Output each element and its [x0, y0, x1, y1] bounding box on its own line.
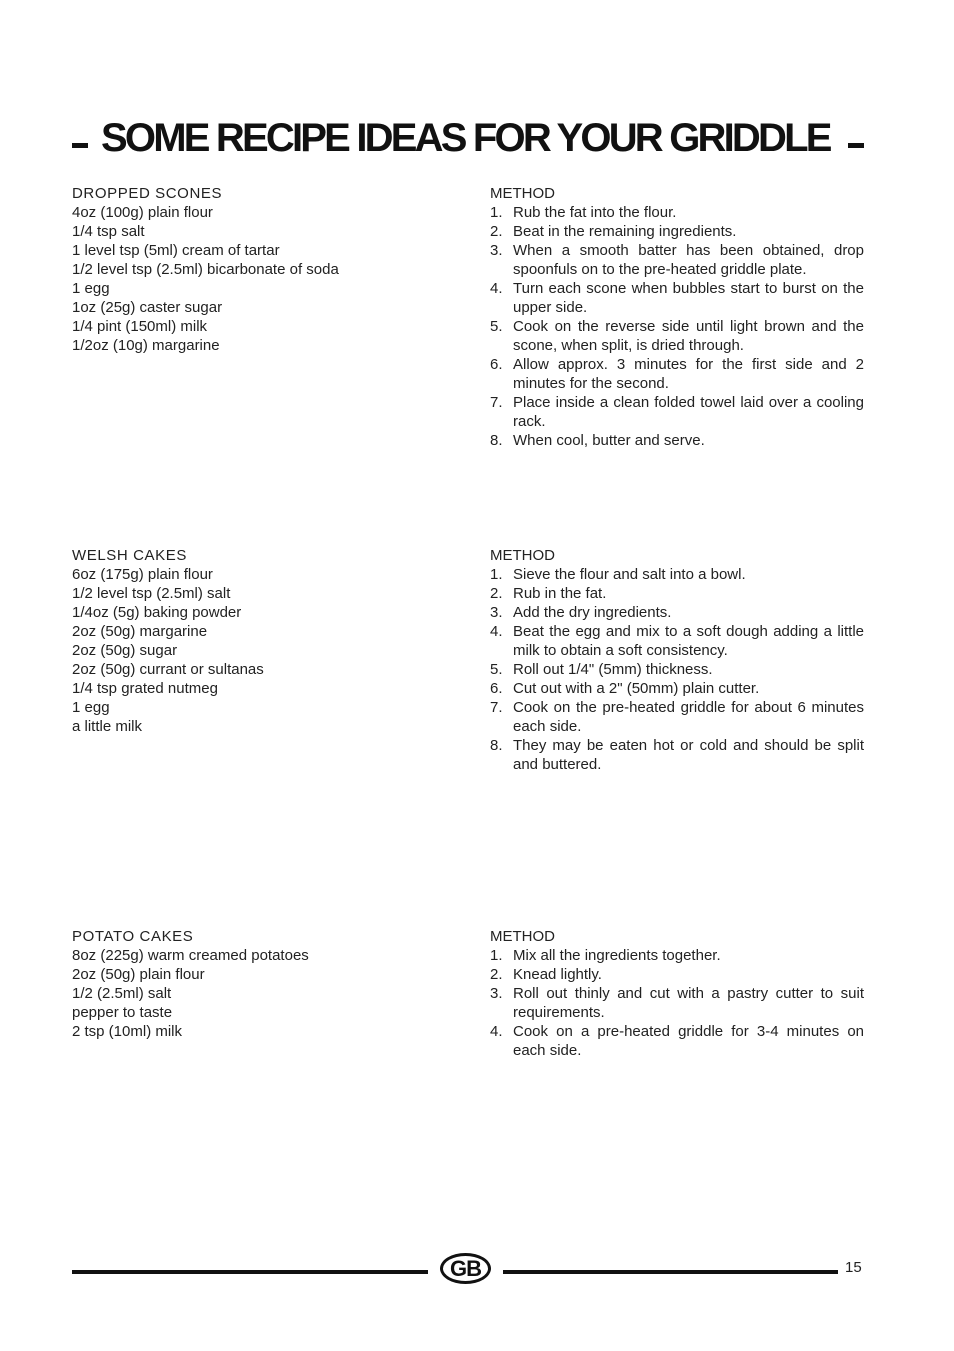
recipe-ingredients — [72, 184, 462, 355]
footer-rule-right — [503, 1270, 838, 1274]
step-text: Place inside a clean folded towel laid over a cooling rack. — [513, 394, 864, 430]
step-number: 6. — [490, 680, 503, 697]
step-text: Mix all the ingredients together. — [513, 947, 721, 964]
step-number: 5. — [490, 318, 503, 335]
method-step — [490, 241, 864, 279]
step-number: 4. — [490, 623, 503, 640]
method-step — [490, 565, 864, 584]
page-number: 15 — [845, 1259, 862, 1276]
ingredient-item: 1 level tsp (5ml) cream of tartar — [72, 242, 280, 259]
method-step — [490, 279, 864, 317]
step-text: Rub the fat into the flour. — [513, 204, 677, 221]
ingredient-item: 1/2oz (10g) margarine — [72, 337, 220, 354]
step-text: Beat in the remaining ingredients. — [513, 223, 737, 240]
ingredient-item: 4oz (100g) plain flour — [72, 204, 213, 221]
method-step — [490, 984, 864, 1022]
step-text: Cook on a pre-heated griddle for 3-4 minutes on each side. — [513, 1023, 864, 1059]
step-number: 4. — [490, 280, 503, 297]
step-number: 8. — [490, 432, 503, 449]
method-step — [490, 355, 864, 393]
method-step — [490, 679, 864, 698]
method-step — [490, 698, 864, 736]
step-number: 5. — [490, 661, 503, 678]
method-steps — [490, 203, 864, 450]
method-steps — [490, 565, 864, 774]
step-number: 3. — [490, 985, 503, 1002]
ingredient-item: 1/2 level tsp (2.5ml) bicarbonate of soda — [72, 261, 339, 278]
step-number: 4. — [490, 1023, 503, 1040]
method-step — [490, 660, 864, 679]
method-heading: METHOD — [490, 185, 555, 202]
step-number: 2. — [490, 585, 503, 602]
step-text: Rub in the fat. — [513, 585, 607, 602]
method-heading: METHOD — [490, 928, 555, 945]
step-number: 1. — [490, 204, 503, 221]
method-step — [490, 622, 864, 660]
ingredient-item: pepper to taste — [72, 1004, 173, 1021]
ingredient-item: 2oz (50g) margarine — [72, 623, 208, 640]
ingredient-item: 1/2 (2.5ml) salt — [72, 985, 172, 1002]
method-step — [490, 946, 864, 965]
step-number: 6. — [490, 356, 503, 373]
step-number: 3. — [490, 604, 503, 621]
step-number: 7. — [490, 699, 503, 716]
step-text: Roll out thinly and cut with a pastry cutter to suit requirements. — [513, 985, 864, 1021]
method-step — [490, 736, 864, 774]
recipe-method — [490, 546, 864, 774]
ingredient-item: 1/4oz (5g) baking powder — [72, 604, 242, 621]
method-step — [490, 584, 864, 603]
title-dash-right — [848, 143, 864, 148]
title-dash-left — [72, 143, 88, 148]
step-number: 3. — [490, 242, 503, 259]
gb-badge: GB — [440, 1253, 491, 1284]
ingredient-item: 2 tsp (10ml) milk — [72, 1023, 183, 1040]
recipe-name: POTATO CAKES — [72, 928, 194, 945]
step-text: Cook on the reverse side until light brown and the scone, when split, is dried through. — [513, 318, 864, 354]
step-number: 8. — [490, 737, 503, 754]
ingredient-item: 2oz (50g) currant or sultanas — [72, 661, 264, 678]
step-text: They may be eaten hot or cold and should be split and buttered. — [513, 737, 864, 773]
method-step — [490, 603, 864, 622]
step-number: 2. — [490, 966, 503, 983]
footer-rule-left — [72, 1270, 428, 1274]
step-text: Add the dry ingredients. — [513, 604, 672, 621]
method-step — [490, 317, 864, 355]
step-text: Knead lightly. — [513, 966, 602, 983]
ingredient-item: 1 egg — [72, 699, 110, 716]
ingredient-item: 8oz (225g) warm creamed potatoes — [72, 947, 309, 964]
ingredient-item: 1/4 pint (150ml) milk — [72, 318, 208, 335]
step-text: Allow approx. 3 minutes for the first side and 2 minutes for the second. — [513, 356, 864, 392]
ingredient-item: 1/4 tsp grated nutmeg — [72, 680, 218, 697]
method-heading: METHOD — [490, 547, 555, 564]
ingredient-item: 1 egg — [72, 280, 110, 297]
page-title-block — [72, 116, 872, 160]
recipe-ingredients — [72, 546, 462, 736]
method-step — [490, 393, 864, 431]
step-number: 1. — [490, 566, 503, 583]
step-number: 1. — [490, 947, 503, 964]
ingredient-item: 6oz (175g) plain flour — [72, 566, 213, 583]
method-steps — [490, 946, 864, 1060]
step-number: 7. — [490, 394, 503, 411]
step-text: Turn each scone when bubbles start to burst on the upper side. — [513, 280, 864, 316]
method-step — [490, 431, 864, 450]
ingredient-item: a little milk — [72, 718, 143, 735]
method-step — [490, 1022, 864, 1060]
ingredient-item: 1/2 level tsp (2.5ml) salt — [72, 585, 231, 602]
ingredient-item: 2oz (50g) sugar — [72, 642, 178, 659]
method-step — [490, 965, 864, 984]
step-text: Cook on the pre-heated griddle for about 6 minutes each side. — [513, 699, 864, 735]
step-number: 2. — [490, 223, 503, 240]
recipe-method — [490, 927, 864, 1060]
method-step — [490, 203, 864, 222]
step-text: Roll out 1/4" (5mm) thickness. — [513, 661, 713, 678]
ingredient-item: 1oz (25g) caster sugar — [72, 299, 223, 316]
ingredient-item: 1/4 tsp salt — [72, 223, 145, 240]
recipe-method — [490, 184, 864, 450]
ingredient-item: 2oz (50g) plain flour — [72, 966, 205, 983]
recipe-name: WELSH CAKES — [72, 547, 187, 564]
step-text: Beat the egg and mix to a soft dough adding a little milk to obtain a soft consistency. — [513, 623, 864, 659]
step-text: When cool, butter and serve. — [513, 432, 705, 449]
recipe-ingredients — [72, 927, 462, 1041]
step-text: Cut out with a 2" (50mm) plain cutter. — [513, 680, 760, 697]
recipe-name: DROPPED SCONES — [72, 185, 223, 202]
step-text: Sieve the flour and salt into a bowl. — [513, 566, 746, 583]
page-title: SOME RECIPE IDEAS FOR YOUR GRIDDLE — [101, 116, 830, 160]
method-step — [490, 222, 864, 241]
step-text: When a smooth batter has been obtained, drop spoonfuls on to the pre-heated griddle plate. — [513, 242, 864, 278]
